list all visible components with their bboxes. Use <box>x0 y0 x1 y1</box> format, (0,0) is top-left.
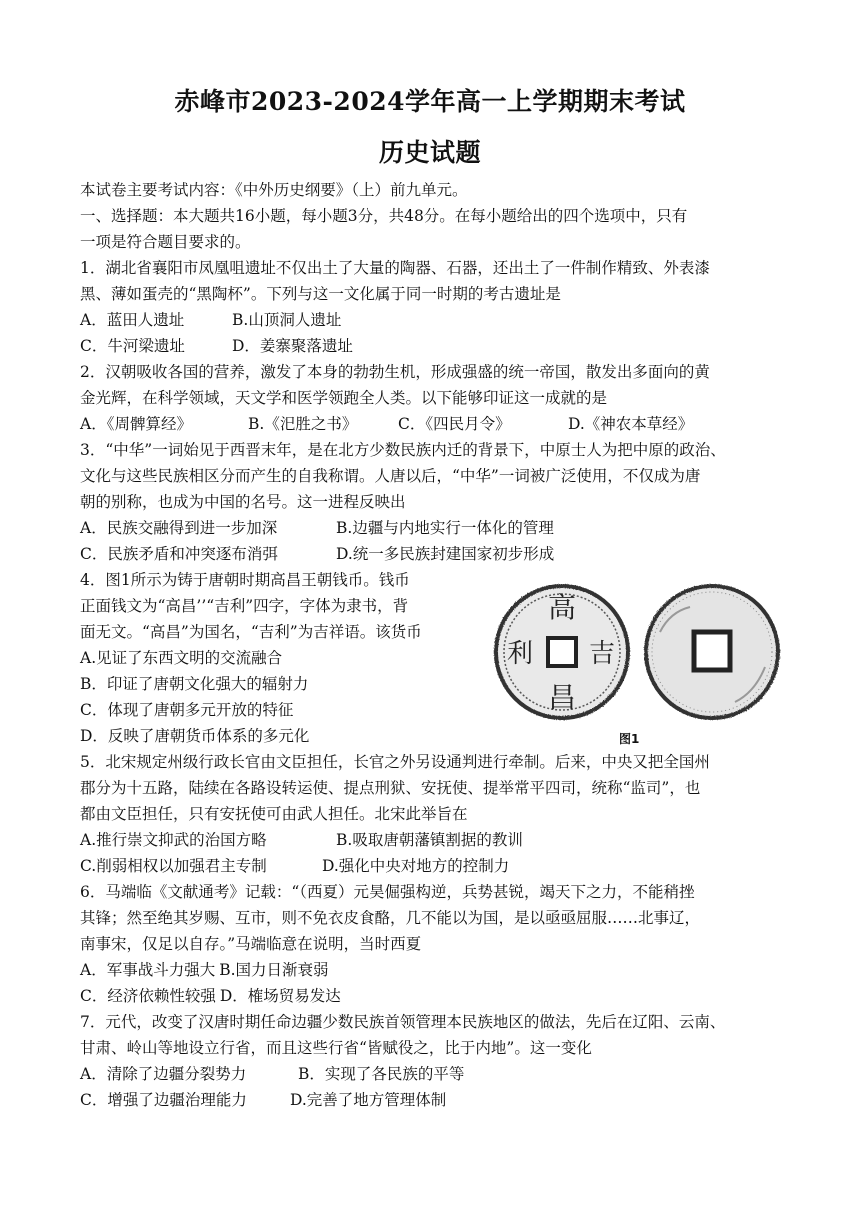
q1-stem-line-1: 1．湖北省襄阳市凤凰咀遗址不仅出土了大量的陶器、石器，还出土了一件制作精致、外表漆 <box>80 259 710 277</box>
coin-figure <box>490 572 790 752</box>
q1-option-a: A．蓝田人遗址 <box>80 311 185 329</box>
figure-caption: 图1 <box>619 732 640 746</box>
q4-option-a: A.见证了东西文明的交流融合 <box>80 649 283 667</box>
q5-stem-line-2: 郡分为十五路，陆续在各路设转运使、提点刑狱、安抚使、提举常平四司，统称“监司”，也 <box>80 779 701 797</box>
q7-options-row-2 <box>80 1087 446 1113</box>
q3-option-d: D.统一多民族封建国家初步形成 <box>336 545 555 563</box>
q6-stem-line-2: 其锋；然至绝其岁赐、互市，则不免衣皮食酪，几不能以为国，是以亟亟屈服……北事辽， <box>80 909 701 927</box>
q6-option-d: D．榷场贸易发达 <box>219 987 341 1005</box>
q7-option-c: C．增强了边疆治理能力 <box>80 1091 247 1109</box>
q3-option-c: C．民族矛盾和冲突逐布消弭 <box>80 545 278 563</box>
q2-option-c: C．《四民月令》 <box>398 415 511 433</box>
q6-options-row-1 <box>80 957 329 983</box>
q6-option-a: A．军事战斗力强大 <box>80 961 216 979</box>
q4-option-b: B．印证了唐朝文化强大的辐射力 <box>80 675 309 693</box>
q2-option-a: A．《周髀算经》 <box>80 415 192 433</box>
q5-option-b: B.吸取唐朝藩镇割据的教训 <box>336 831 523 849</box>
q1-stem-line-2: 黑、薄如蛋壳的“黑陶杯”。下列与这一文化属于同一时期的考古遗址是 <box>80 285 561 303</box>
q1-options-row-1 <box>80 307 341 333</box>
q7-options-row-1 <box>80 1061 464 1087</box>
q6-stem-line-3: 南事宋，仅足以自存。”马端临意在说明，当时西夏 <box>80 935 422 953</box>
q4-stem-line-1: 4．图1所示为铸于唐朝时期高昌王朝钱币。钱币 <box>80 571 410 589</box>
coin-illustration <box>490 572 790 732</box>
q7-option-d: D.完善了地方管理体制 <box>290 1091 447 1109</box>
q3-option-a: A．民族交融得到进一步加深 <box>80 519 278 537</box>
q3-option-b: B.边疆与内地实行一体化的管理 <box>336 519 554 537</box>
q3-stem-line-3: 朝的别称，也成为中国的名号。这一进程反映出 <box>80 493 406 511</box>
q5-stem-line-1: 5．北宋规定州级行政长官由文臣担任，长官之外另设通判进行牵制。后来，中央又把全国州 <box>80 753 710 771</box>
q4-option-d: D．反映了唐朝货币体系的多元化 <box>80 727 310 745</box>
q2-options-row <box>80 411 693 437</box>
q6-option-b: B.国力日渐衰弱 <box>219 961 329 979</box>
q1-option-d: D．姜寨聚落遗址 <box>232 337 353 355</box>
q3-stem-line-1: 3．“中华”一词始见于西晋末年，是在北方少数民族内迁的背景下，中原士人为把中原的政治、 <box>80 441 726 459</box>
q7-stem-line-2: 甘肃、岭山等地设立行省，而且这些行省“皆赋役之，比于内地”。这一变化 <box>80 1039 592 1057</box>
q3-options-row-1 <box>80 515 554 541</box>
q1-options-row-2 <box>80 333 353 359</box>
exam-subtitle: 历史试题 <box>378 138 481 167</box>
coin-char-bottom: 昌 <box>547 681 577 714</box>
coin-char-right: 吉 <box>588 639 616 669</box>
q4-stem-line-2: 正面钱文为“高昌’’“吉利”四字，字体为隶书，背 <box>80 597 409 615</box>
q5-option-c: C.削弱相权以加强君主专制 <box>80 857 267 875</box>
q2-option-b: B.《汜胜之书》 <box>248 415 358 433</box>
q1-option-b: B.山顶洞人遗址 <box>232 311 342 329</box>
q6-options-row-2 <box>80 983 341 1009</box>
q1-option-c: C．牛河梁遗址 <box>80 337 185 355</box>
q4-option-c: C．体现了唐朝多元开放的特征 <box>80 701 294 719</box>
coin-front <box>496 586 628 718</box>
q3-stem-line-2: 文化与这些民族相区分而产生的自我称谓。人唐以后，“中华”一词被广泛使用，不仅成为唐 <box>80 467 701 485</box>
coin-char-top: 高 <box>547 591 577 624</box>
q5-option-a: A.推行崇文抑武的治国方略 <box>80 831 267 849</box>
q7-option-a: A．清除了边疆分裂势力 <box>80 1065 247 1083</box>
q7-stem-line-1: 7．元代，改变了汉唐时期任命边疆少数民族首领管理本民族地区的做法，先后在辽阳、云南、 <box>80 1013 726 1031</box>
q5-options-row-2 <box>80 853 509 879</box>
q7-option-b: B．实现了各民族的平等 <box>298 1065 465 1083</box>
q5-option-d: D.强化中央对地方的控制力 <box>322 857 510 875</box>
coin-back <box>646 586 778 718</box>
section-instruction-line-1: 一、选择题：本大题共16小题，每小题3分，共48分。在每小题给出的四个选项中，只有 <box>80 207 688 225</box>
q3-options-row-2 <box>80 541 554 567</box>
q6-option-c: C．经济依赖性较强 <box>80 987 216 1005</box>
q2-stem-line-2: 金光辉，在科学领域，天文学和医学领跑全人类。以下能够印证这一成就的是 <box>80 389 608 407</box>
coin-char-left: 利 <box>506 639 534 669</box>
q6-stem-line-1: 6．马端临《文献通考》记载：“（西夏）元昊倔强构逆，兵势甚锐，竭天下之力，不能稍挫 <box>80 883 695 901</box>
q2-option-d: D.《神农本草经》 <box>568 415 694 433</box>
q4-stem-line-3: 面无文。“高昌”为国名，“吉利”为吉祥语。该货币 <box>80 623 422 641</box>
section-instruction-line-2: 一项是符合题目要求的。 <box>80 233 251 251</box>
q5-options-row-1 <box>80 827 523 853</box>
q2-stem-line-1: 2．汉朝吸收各国的营养，激发了本身的勃勃生机，形成强盛的统一帝国，散发出多面向的黄 <box>80 363 710 381</box>
q5-stem-line-3: 都由文臣担任，只有安抚使可由武人担任。北宋此举旨在 <box>80 805 468 823</box>
exam-title: 赤峰市2023-2024学年高一上学期期末考试 <box>174 87 686 116</box>
exam-intro: 本试卷主要考试内容：《中外历史纲要》（上）前九单元。 <box>80 181 468 199</box>
